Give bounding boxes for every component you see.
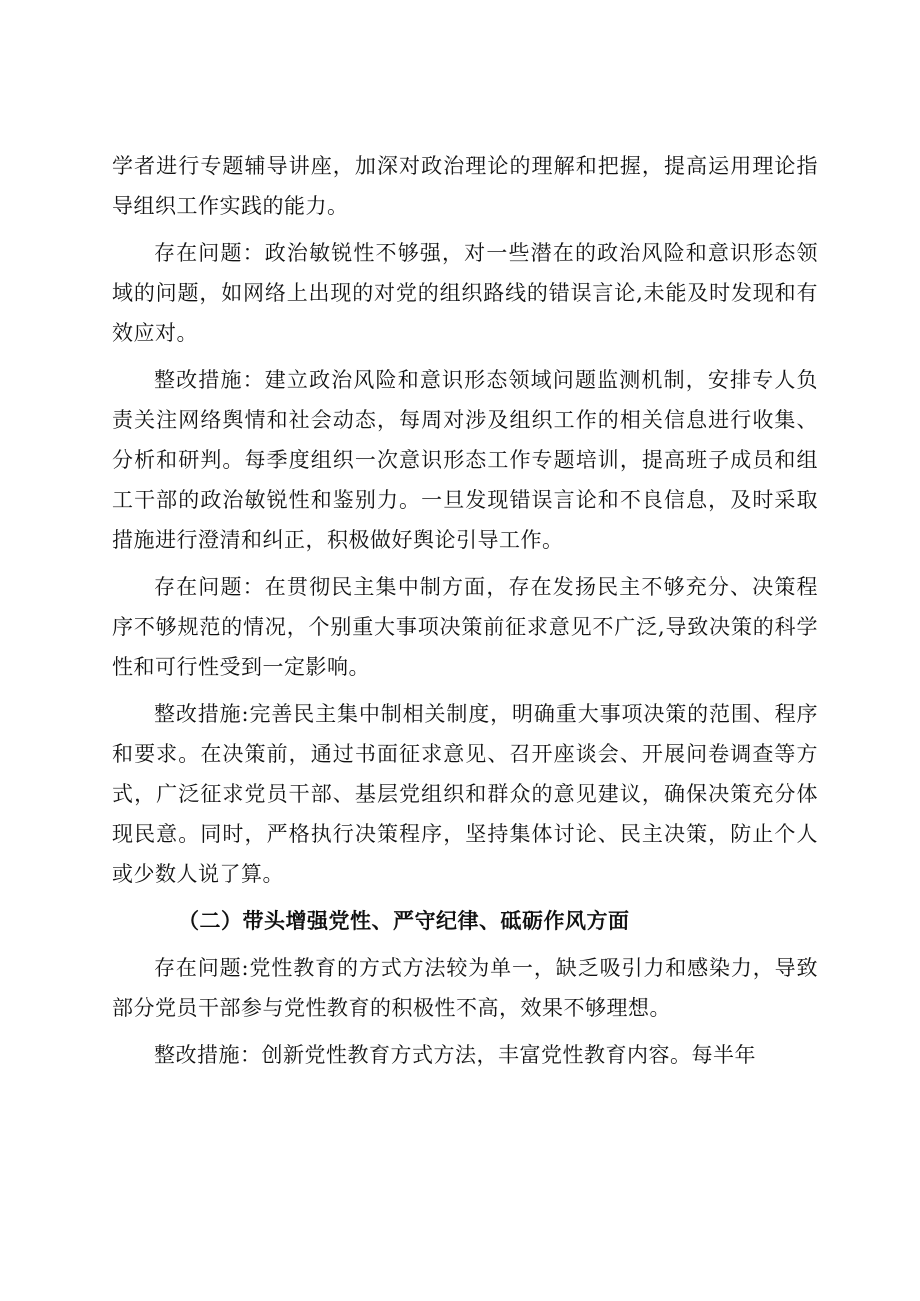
- paragraph-measure-decision-making: 整改措施:完善民主集中制相关制度，明确重大事项决策的范围、程序和要求。在决策前，通过书面征求意见、召开座谈会、开展问卷调查等方式，广泛征求党员干部、基层党组织和群众的意见建议，确保决策充分体现民意。同时，严格执行决策程序，坚持集体讨论、民主决策，防止个人或少数人说了算。: [112, 702, 818, 886]
- paragraph-problem-political-sensitivity: 存在问题：政治敏锐性不够强，对一些潜在的政治风险和意识形态领域的问题，如网络上出现的对党的组织路线的错误言论,未能及时发现和有效应对。: [112, 241, 818, 345]
- paragraph-problem-democratic-centralism: 存在问题：在贯彻民主集中制方面，存在发扬民主不够充分、决策程序不够规范的情况，个别重大事项决策前征求意见不广泛,导致决策的科学性和可行性受到一定影响。: [112, 575, 818, 679]
- paragraph-continuation: 学者进行专题辅导讲座，加深对政治理论的理解和把握，提高运用理论指导组织工作实践的能力。: [112, 154, 818, 218]
- paragraph-measure-innovation: 整改措施：创新党性教育方式方法，丰富党性教育内容。每半年: [154, 1043, 756, 1067]
- paragraph-problem-party-education: 存在问题:党性教育的方式方法较为单一，缺乏吸引力和感染力，导致部分党员干部参与党性教育的积极性不高，效果不够理想。: [112, 956, 818, 1020]
- paragraph-measure-monitoring: 整改措施：建立政治风险和意识形态领域问题监测机制，安排专人负责关注网络舆情和社会动态，每周对涉及组织工作的相关信息进行收集、分析和研判。每季度组织一次意识形态工作专题培训，提高班子成员和组工干部的政治敏锐性和鉴别力。一旦发现错误言论和不良信息，及时采取措施进行澄清和纠正，积极做好舆论引导工作。: [112, 368, 818, 552]
- section-heading: （二）带头增强党性、严守纪律、砥砺作风方面: [178, 908, 630, 933]
- document-body: [112, 146, 818, 1082]
